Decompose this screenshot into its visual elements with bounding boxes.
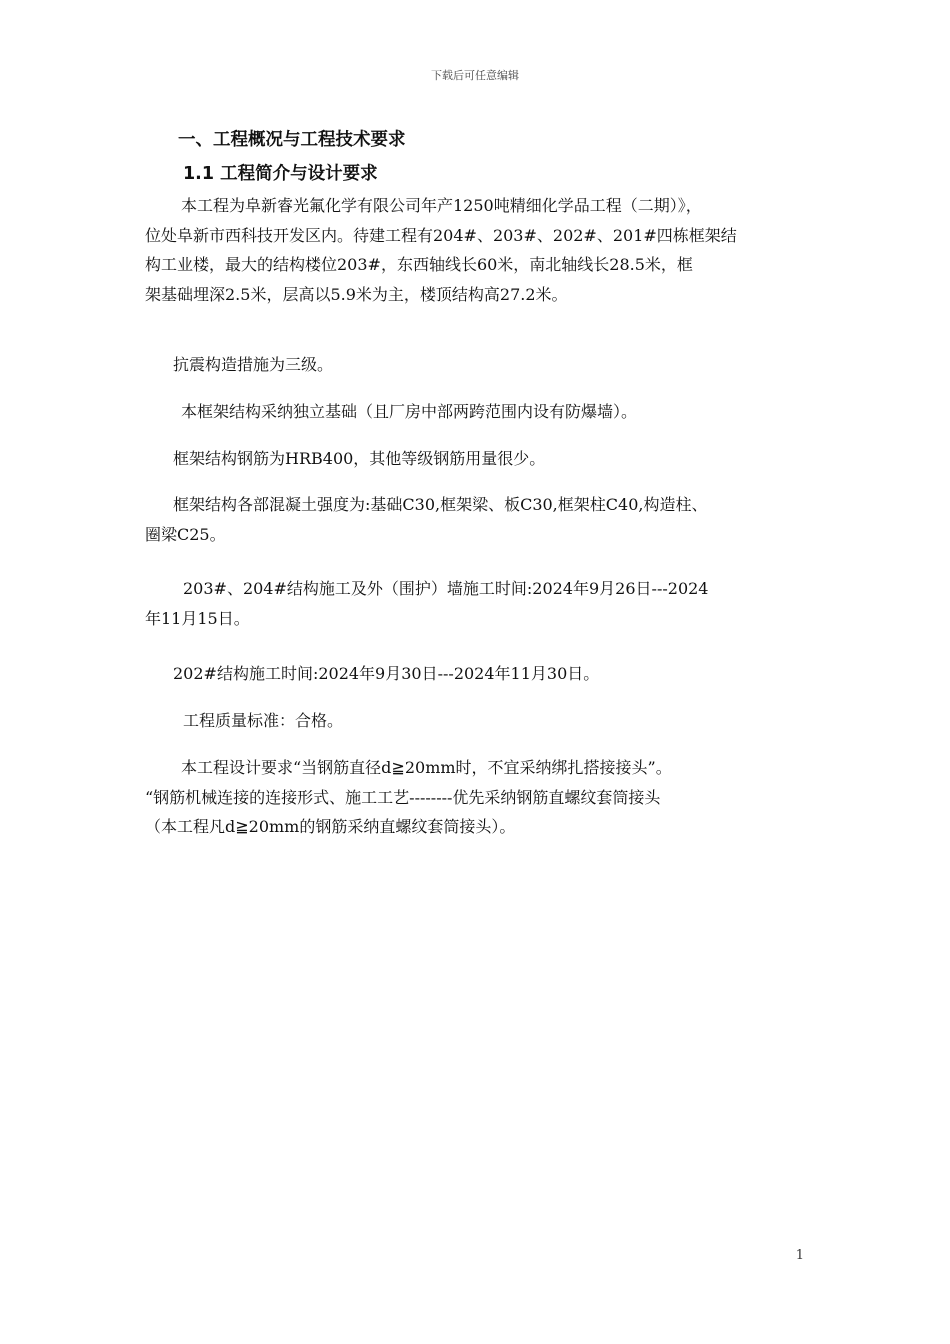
paragraph-line: 框架结构钢筋为HRB400，其他等级钢筋用量很少。 <box>173 449 546 468</box>
paragraph-line: 框架结构各部混凝土强度为:基础C30,框架梁、板C30,框架柱C40,构造柱、 <box>173 495 708 514</box>
paragraph-design-requirements <box>145 753 805 842</box>
paragraph-project-intro <box>145 191 805 309</box>
paragraph-concrete <box>145 490 805 549</box>
subsection-heading: 1.1 工程简介与设计要求 <box>183 164 378 184</box>
paragraph-line: 架基础埋深2.5米，层高以5.9米为主，楼顶结构高27.2米。 <box>145 284 568 304</box>
paragraph-schedule-203-204 <box>145 574 805 633</box>
paragraph-line: （本工程凡d≧20mm的钢筋采纳直螺纹套筒接头）。 <box>145 817 516 837</box>
paragraph-line: 工程质量标准：合格。 <box>183 711 344 730</box>
paragraph-foundation <box>181 397 841 427</box>
paragraph-line: 位处阜新市西科技开发区内。待建工程有204#、203#、202#、201#四栋框架结 <box>145 225 737 245</box>
paragraph-rebar <box>173 444 833 474</box>
paragraph-line: 构工业楼，最大的结构楼位203#，东西轴线长60米，南北轴线长28.5米，框 <box>145 255 693 275</box>
paragraph-line: 203#、204#结构施工及外（围护）墙施工时间:2024年9月26日---2024 <box>183 579 709 598</box>
paragraph-quality <box>183 706 843 736</box>
paragraph-schedule-202 <box>173 659 833 689</box>
paragraph-line: 本工程为阜新睿光氟化学有限公司年产1250吨精细化学品工程（二期）》， <box>181 196 702 215</box>
header-note: 下载后可任意编辑 <box>431 69 519 82</box>
paragraph-seismic <box>173 350 833 380</box>
paragraph-line: 本工程设计要求“当钢筋直径d≧20mm时，不宜采纳绑扎搭接接头”。 <box>181 758 672 777</box>
paragraph-line: 年11月15日。 <box>145 608 250 628</box>
paragraph-line: 抗震构造措施为三级。 <box>173 355 334 374</box>
paragraph-line: 本框架结构采纳独立基础（且厂房中部两跨范围内设有防爆墙）。 <box>181 402 638 421</box>
page-number: 1 <box>795 1248 804 1263</box>
paragraph-line: 202#结构施工时间:2024年9月30日---2024年11月30日。 <box>173 664 600 683</box>
section-heading: 一、工程概况与工程技术要求 <box>178 130 406 150</box>
paragraph-line: “钢筋机械连接的连接形式、施工工艺--------优先采纳钢筋直螺纹套筒接头 <box>145 787 661 807</box>
paragraph-line: 圈梁C25。 <box>145 524 226 544</box>
